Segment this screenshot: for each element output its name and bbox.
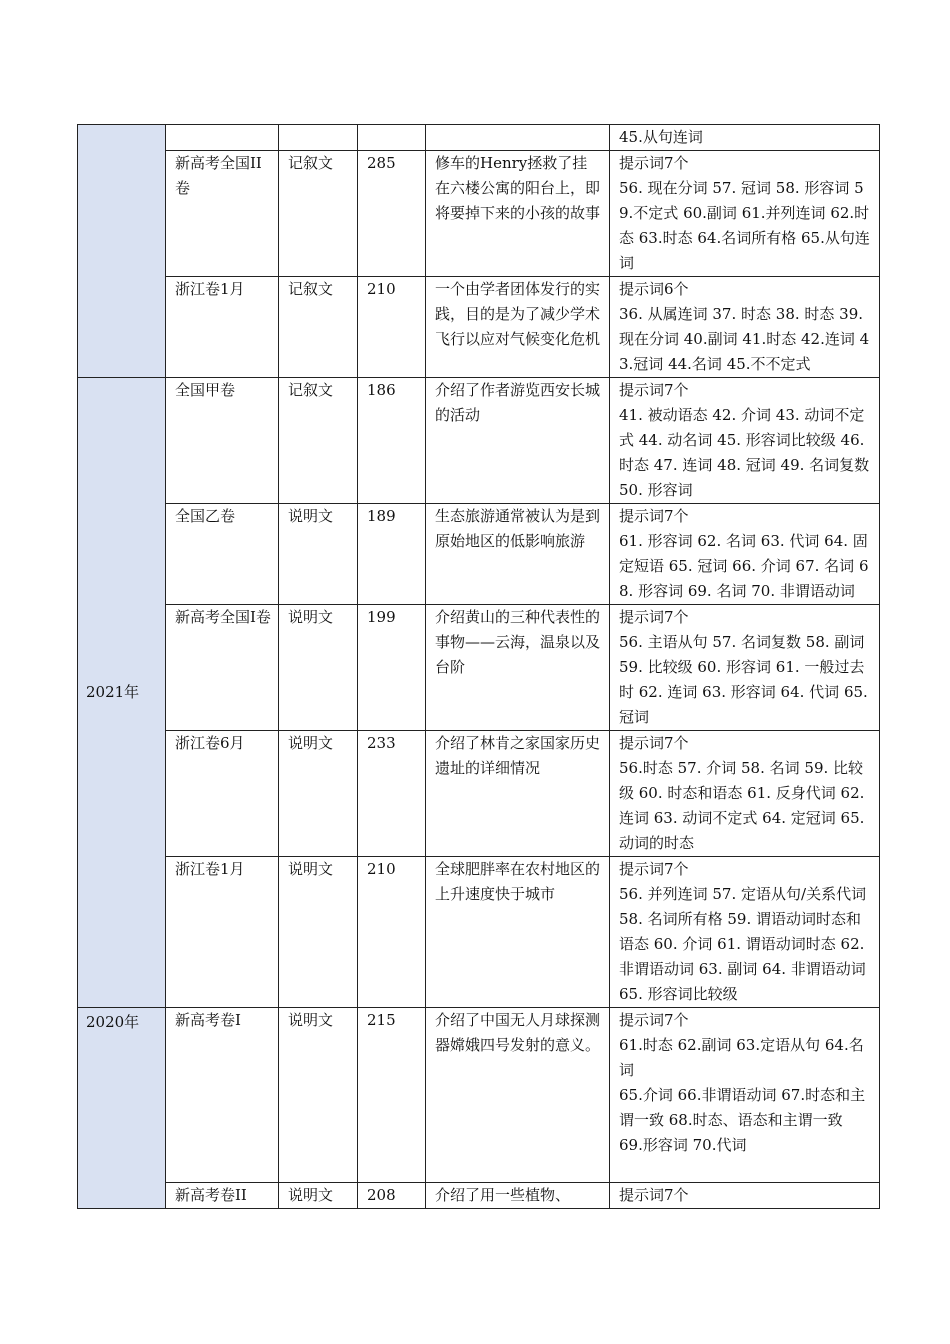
- summary-cell: 介绍了中国无人月球探测器嫦娥四号发射的意义。: [426, 1008, 610, 1183]
- year-cell-2022: [78, 125, 166, 378]
- exam-cell: 新高考卷II: [166, 1183, 279, 1209]
- year-cell-2021: 2021年: [78, 378, 166, 1008]
- table-row: [78, 605, 880, 731]
- hint-line: 61.时态 62.副词 63.定语从句 64.名词: [619, 1036, 864, 1079]
- genre-cell: 说明文: [279, 1008, 358, 1183]
- word-count-cell: 186: [358, 378, 426, 504]
- genre-cell: 记叙文: [279, 378, 358, 504]
- table-row: [78, 125, 880, 151]
- summary-cell: 修车的Henry拯救了挂在六楼公寓的阳台上，即将要掉下来的小孩的故事: [426, 151, 610, 277]
- table-row: [78, 857, 880, 1008]
- hint-line: 56. 并列连词 57. 定语从句/关系代词 58. 名词所有格 59. 谓语动词时态和语态 60. 介词 61. 谓语动词时态 62. 非谓语动词 63. 副词 64. 非谓语动词 65. 形容词比较级: [619, 885, 867, 1003]
- hints-cell: [610, 605, 880, 731]
- genre-cell: 记叙文: [279, 151, 358, 277]
- exam-cell: 浙江卷1月: [166, 857, 279, 1008]
- word-count-cell: 208: [358, 1183, 426, 1209]
- word-count-cell: 199: [358, 605, 426, 731]
- hint-line: 56. 主语从句 57. 名词复数 58. 副词 59. 比较级 60. 形容词 61. 一般过去时 62. 连词 63. 形容词 64. 代词 65. 冠词: [619, 633, 868, 726]
- summary-cell: 介绍黄山的三种代表性的事物——云海，温泉以及台阶: [426, 605, 610, 731]
- word-count-cell: 210: [358, 857, 426, 1008]
- genre-cell: 记叙文: [279, 277, 358, 378]
- exam-cell: 全国甲卷: [166, 378, 279, 504]
- hint-line: 65.介词 66.非谓语动词 67.时态和主谓一致 68.时态、语态和主谓一致: [619, 1086, 866, 1129]
- summary-cell: [426, 125, 610, 151]
- summary-cell: 一个由学者团体发行的实践，目的是为了减少学术飞行以应对气候变化危机: [426, 277, 610, 378]
- exam-analysis-table: [77, 124, 880, 1209]
- table-row: [78, 504, 880, 605]
- hints-cell: [610, 125, 880, 151]
- genre-cell: 说明文: [279, 605, 358, 731]
- hints-cell: [610, 731, 880, 857]
- exam-cell: 全国乙卷: [166, 504, 279, 605]
- table-row: [78, 378, 880, 504]
- exam-cell: 新高考卷I: [166, 1008, 279, 1183]
- hint-line: 41. 被动语态 42. 介词 43. 动词不定式 44. 动名词 45. 形容词比较级 46. 时态 47. 连词 48. 冠词 49. 名词复数 50. 形容词: [619, 406, 870, 499]
- summary-cell: 介绍了用一些植物、: [426, 1183, 610, 1209]
- hint-line: 56.时态 57. 介词 58. 名词 59. 比较级 60. 时态和语态 61. 反身代词 62. 连词 63. 动词不定式 64. 定冠词 65. 动词的时态: [619, 759, 865, 852]
- hints-cell: [610, 504, 880, 605]
- word-count-cell: 189: [358, 504, 426, 605]
- table-row: [78, 277, 880, 378]
- genre-cell: 说明文: [279, 1183, 358, 1209]
- summary-cell: 全球肥胖率在农村地区的上升速度快于城市: [426, 857, 610, 1008]
- genre-cell: 说明文: [279, 504, 358, 605]
- word-count-cell: [358, 125, 426, 151]
- hint-line: 提示词7个: [619, 608, 689, 626]
- hint-line: 提示词7个: [619, 507, 689, 525]
- exam-cell: 浙江卷1月: [166, 277, 279, 378]
- word-count-cell: 210: [358, 277, 426, 378]
- summary-cell: 生态旅游通常被认为是到原始地区的低影响旅游: [426, 504, 610, 605]
- hint-line: 提示词7个: [619, 154, 689, 172]
- hints-cell: [610, 378, 880, 504]
- summary-cell: 介绍了作者游览西安长城的活动: [426, 378, 610, 504]
- hint-line: 提示词7个: [619, 1186, 689, 1204]
- summary-cell: 介绍了林肯之家国家历史遗址的详细情况: [426, 731, 610, 857]
- hint-line: 56. 现在分词 57. 冠词 58. 形容词 59.不定式 60.副词 61.并列连词 62.时态 63.时态 64.名词所有格 65.从句连词: [619, 179, 870, 272]
- hint-line: 提示词7个: [619, 381, 689, 399]
- hint-line: 提示词7个: [619, 860, 689, 878]
- hints-cell: [610, 151, 880, 277]
- hint-line: 提示词7个: [619, 734, 689, 752]
- hint-line: 提示词6个: [619, 280, 689, 298]
- hint-line: 45.从句连词: [619, 128, 703, 146]
- genre-cell: 说明文: [279, 857, 358, 1008]
- hints-cell: [610, 857, 880, 1008]
- exam-cell: 浙江卷6月: [166, 731, 279, 857]
- exam-cell: 新高考全国I卷: [166, 605, 279, 731]
- hint-line: 61. 形容词 62. 名词 63. 代词 64. 固定短语 65. 冠词 66. 介词 67. 名词 68. 形容词 69. 名词 70. 非谓语动词: [619, 532, 869, 600]
- table-row: [78, 151, 880, 277]
- table-row: [78, 1008, 880, 1183]
- word-count-cell: 215: [358, 1008, 426, 1183]
- word-count-cell: 233: [358, 731, 426, 857]
- word-count-cell: 285: [358, 151, 426, 277]
- hints-cell: [610, 1183, 880, 1209]
- hint-line: 69.形容词 70.代词: [619, 1136, 747, 1154]
- exam-cell: 新高考全国II卷: [166, 151, 279, 277]
- hints-cell: [610, 277, 880, 378]
- exam-cell: [166, 125, 279, 151]
- table-row: [78, 731, 880, 857]
- genre-cell: [279, 125, 358, 151]
- table-row: [78, 1183, 880, 1209]
- hint-line: 提示词7个: [619, 1011, 689, 1029]
- genre-cell: 说明文: [279, 731, 358, 857]
- hint-line: 36. 从属连词 37. 时态 38. 时态 39. 现在分词 40.副词 41.时态 42.连词 43.冠词 44.名词 45.不不定式: [619, 305, 870, 373]
- year-cell-2020: 2020年: [78, 1008, 166, 1209]
- hints-cell: [610, 1008, 880, 1183]
